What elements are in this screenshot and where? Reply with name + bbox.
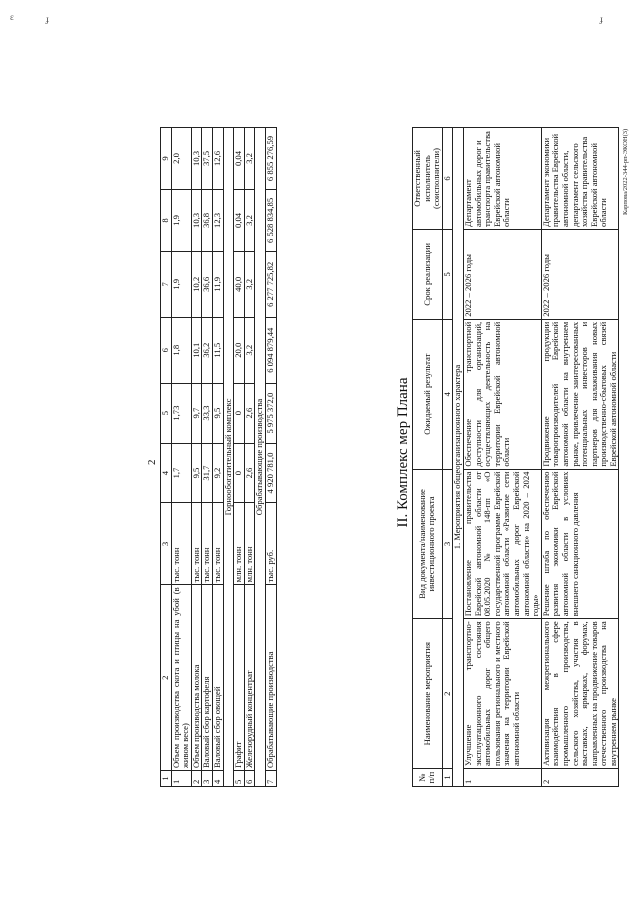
- table-row: 6 Железорудный концентрат млн. тонн 2,6 2,6 3,2 3,2 3,2 3,2: [244, 128, 255, 787]
- table-row: 4 Валовый сбор овощей тыс. тонн 9,2 9,5 11,5 11,9 12,3 12,6: [212, 128, 223, 787]
- section-organizational: 1. Мероприятия общеорганизационного характера: [453, 128, 464, 787]
- plan-header-row: № п/п Наименование мероприятия Вид документа/наименование инвестиционного проекта Ожидаемый результат Срок реализации Ответственный исполнитель (соисполнители): [413, 128, 443, 787]
- table-row: 7 Обрабатывающие производства тыс. руб. 4 920 781,0 5 975 372,0 6 094 879,44 6 277 725,82 6 528 834,85 6 855 276,59: [265, 128, 276, 787]
- section-mining: Горнообогатительный комплекс: [223, 128, 234, 787]
- table-row: 2 Объем производства молока тыс. тонн 9,5 9,7 10,1 10,2 10,3 10,3: [191, 128, 202, 787]
- indicators-table: [160, 127, 277, 787]
- scan-mark: ɛ: [10, 12, 14, 22]
- page-number: 2: [146, 459, 158, 465]
- table-header-row: 1 2 3 4 5 6 7 8 9: [161, 128, 172, 787]
- scan-mark: ɟ: [600, 14, 603, 24]
- section-row: [223, 128, 234, 787]
- table-row: 3 Валовый сбор картофеля тыс. тонн 31,7 33,3 36,2 36,6 36,8 37,5: [202, 128, 213, 787]
- plan-table: [412, 127, 619, 787]
- document-footer: Карпова/2022-344-рп-ЭКОН(3): [622, 128, 629, 215]
- table-row: 5 Графит млн. тонн 0 0 20,0 40,0 0,04 0,04: [234, 128, 245, 787]
- table-row: 1 Улучшение транспортно-эксплуатационного состояния автомобильных дорог общего пользования регионального и местного значения на территории Еврейской автономной области Постановление правительства Еврейской автономной области от 08.05.2020 № 148-пп «О государственной программе Еврейской автономной области «Развитие сети автомобильных дорог Еврейской автономной области» на 2020 – 2024 годы» Обеспечение транспортной доступности для организаций, осуществляющих деятельность на территории Еврейской автономной области 2022 – 2026 годы Департамент автомобильных дорог и транспорта правительства Еврейской автономной области: [463, 128, 541, 787]
- section-processing: Обрабатывающие производства: [255, 128, 266, 787]
- section-heading: II. Комплекс мер Плана: [395, 377, 411, 528]
- table-row: 2 Активизация межрегионального взаимодействия в сфере промышленного производства, сельского хозяйства, участия в выставках, ярмарках, форумах, направленных на продвижение товаров отечественного производства на внутреннем рынке Решение штаба по обеспечению развития экономики Еврейской автономной области в условиях внешнего санкционного давления Продвижение продукции товаропроизводителей Еврейской автономной области на внутреннем рынке, привлечение заинтересованных потенциальных инвесторов и партнеров для налаживания новых производственно-сбытовых связей Еврейской автономной области 2022 – 2026 годы Департамент экономики правительства Еврейской автономной области, департамент сельского хозяйства правительства Еврейской автономной области: [541, 128, 619, 787]
- section-row: [255, 128, 266, 787]
- plan-number-row: 1 2 3 4 5 6: [442, 128, 453, 787]
- scan-mark: ɟ: [46, 14, 49, 24]
- table-row: 1 Объем производства скота и птицы на убой (в живом весе) тыс. тонн 1,7 1,73 1,8 1,9 1,9 2,0: [171, 128, 191, 787]
- section-row: [453, 128, 464, 787]
